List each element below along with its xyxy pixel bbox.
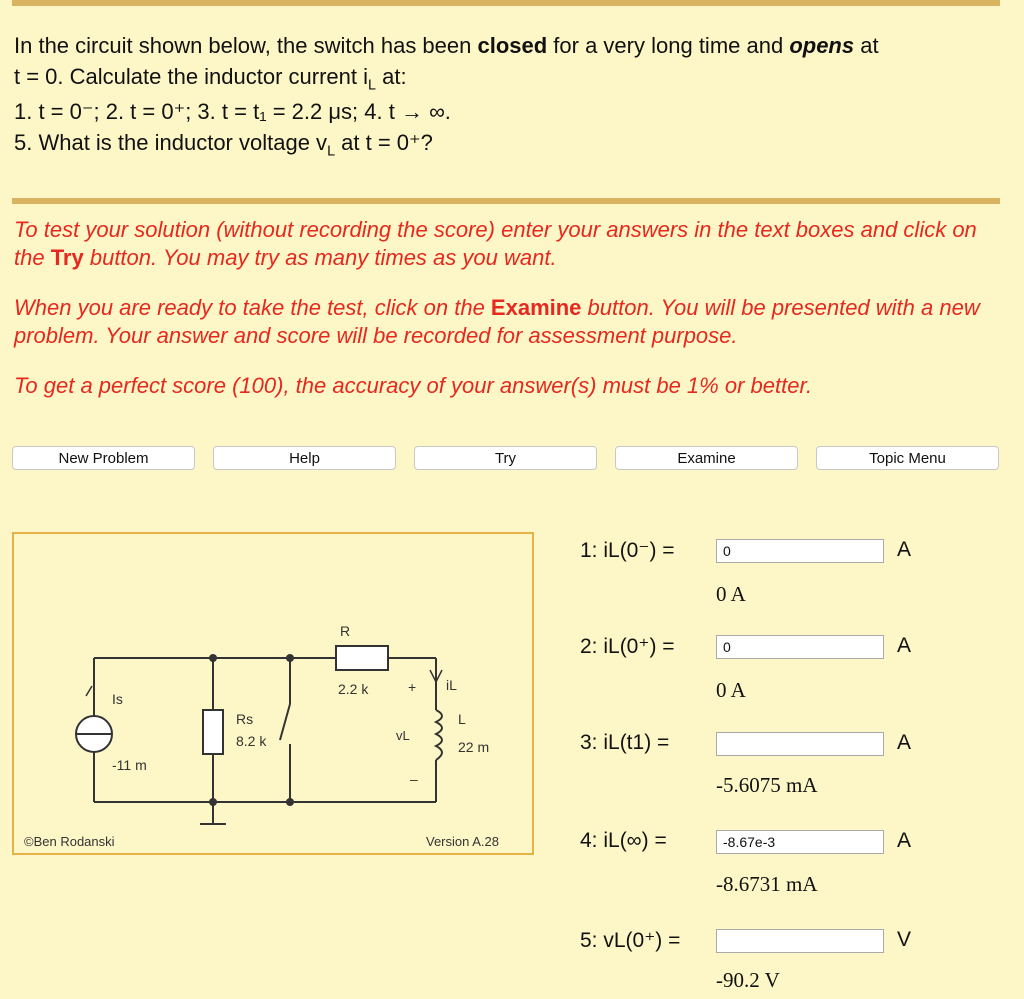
resistor-rs <box>203 710 223 754</box>
examine-button[interactable]: Examine <box>615 446 798 470</box>
answer-4-input[interactable] <box>716 830 884 854</box>
answer-5-input[interactable] <box>716 929 884 953</box>
instructions-examine: When you are ready to take the test, click on the Examine button. You will be presented with a new problem. Your answer and score will be recorded for assessment purpose. <box>14 294 980 348</box>
problem-line-2: t = 0. Calculate the inductor current $i_L$ at: <box>14 64 407 94</box>
label-rs: Rs <box>236 711 254 727</box>
question-2-label: 2: iL(0⁺) = <box>580 635 675 658</box>
answer-1-input[interactable] <box>716 539 884 563</box>
help-button[interactable]: Help <box>213 446 396 470</box>
value-rs: 8.2 k <box>236 733 267 749</box>
problem-statement <box>14 30 1004 162</box>
unit-4: A <box>897 829 912 852</box>
inductor-l <box>436 710 442 760</box>
result-5: -90.2 V <box>716 968 780 992</box>
label-il: iL <box>446 677 457 693</box>
try-button[interactable]: Try <box>414 446 597 470</box>
unit-2: A <box>897 634 912 657</box>
question-4-label: 4: iL(∞) = <box>580 829 667 852</box>
top-divider <box>12 0 1000 6</box>
copyright: ©Ben Rodanski <box>24 834 115 849</box>
answer-3-input[interactable] <box>716 732 884 756</box>
result-1: 0 A <box>716 582 746 606</box>
instructions-try: To test your solution (without recording the score) enter your answers in the text boxes and click on the Try button. You may try as many times as you want. <box>14 217 977 270</box>
unit-5: V <box>897 928 912 951</box>
instructions-accuracy: To get a perfect score (100), the accuracy of your answer(s) must be 1% or better. <box>14 372 813 398</box>
topic-menu-button[interactable]: Topic Menu <box>816 446 999 470</box>
question-5-label: 5: vL(0⁺) = <box>580 929 681 952</box>
plus-sign: + <box>408 679 417 695</box>
unit-1: A <box>897 538 912 561</box>
instructions <box>14 216 1004 422</box>
result-2: 0 A <box>716 678 746 702</box>
label-l: L <box>458 711 466 727</box>
value-is: -11 m <box>112 757 147 773</box>
label-vl: vL <box>396 728 410 743</box>
problem-line-1: In the circuit shown below, the switch has been closed for a very long time and opens at <box>14 33 879 58</box>
circuit-diagram <box>12 532 534 855</box>
problem-question-5: 5. What is the inductor voltage $v_L$ at t = 0⁺? <box>14 130 433 160</box>
result-3: -5.6075 mA <box>716 773 818 797</box>
question-1-label: 1: iL(0⁻) = <box>580 539 675 562</box>
label-r: R <box>340 623 351 639</box>
middle-divider <box>12 198 1000 204</box>
answer-2-input[interactable] <box>716 635 884 659</box>
question-3-label: 3: iL(t1) = <box>580 731 670 754</box>
problem-items: 1. t = 0⁻; 2. t = 0⁺; 3. t = t₁ = 2.2 μs; 4. t → ∞. <box>14 98 451 124</box>
result-4: -8.6731 mA <box>716 872 818 896</box>
unit-3: A <box>897 731 912 754</box>
new-problem-button[interactable]: New Problem <box>12 446 195 470</box>
label-is: Is <box>112 691 123 707</box>
version-label: Version A.28 <box>426 834 499 849</box>
value-l: 22 m <box>458 739 490 755</box>
circuit-schematic <box>14 534 532 853</box>
minus-sign: – <box>410 771 418 787</box>
value-r: 2.2 k <box>338 681 369 697</box>
resistor-r <box>336 646 388 670</box>
